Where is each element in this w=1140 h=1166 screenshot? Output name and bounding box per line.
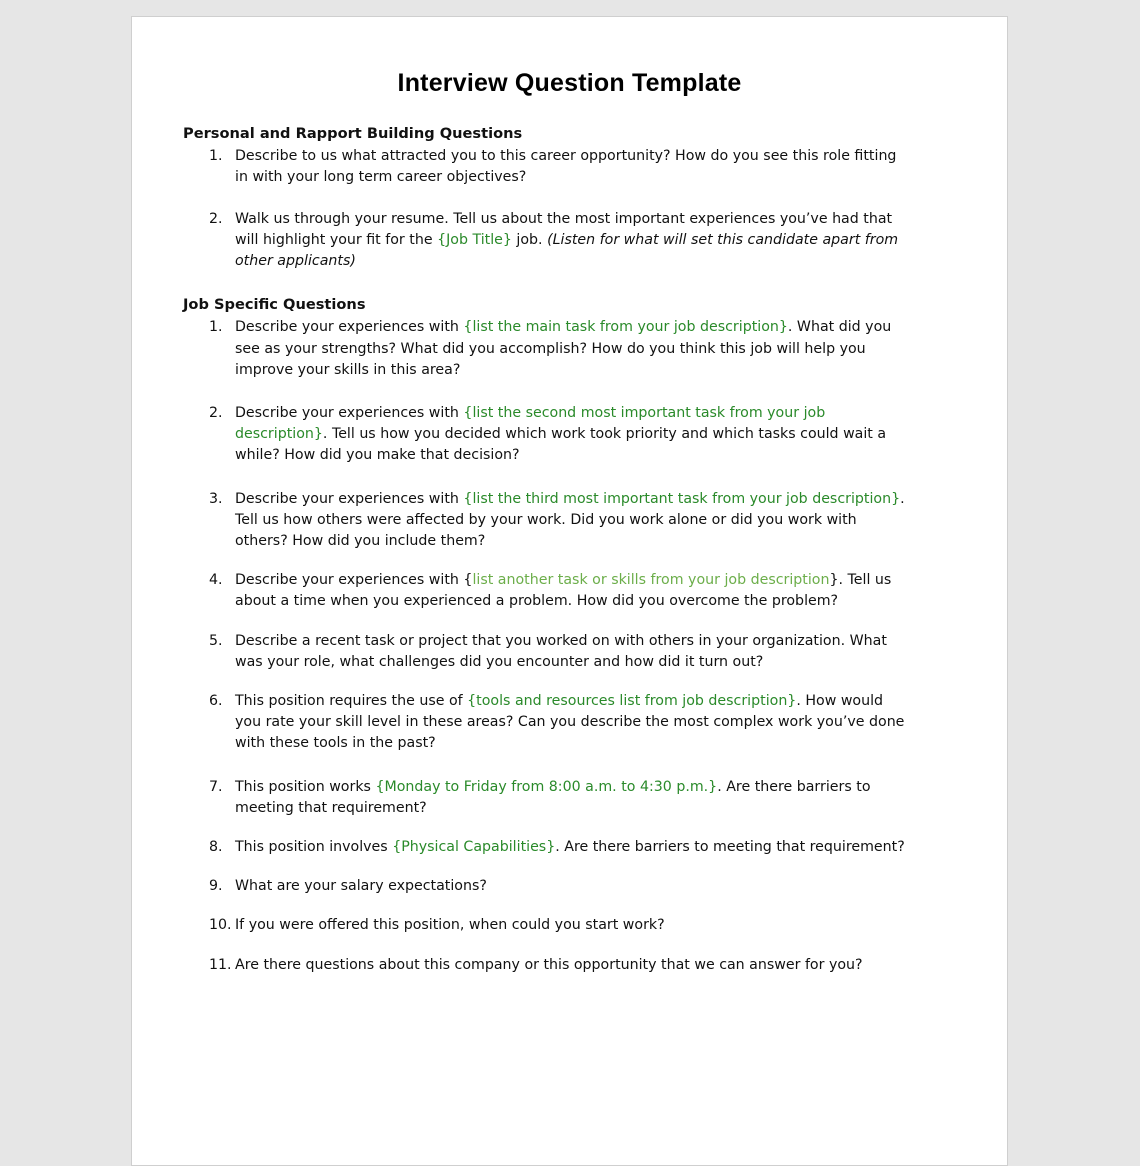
- question-item: [209, 317, 913, 381]
- question-text: [235, 955, 913, 976]
- body-text: Describe your experiences with {: [235, 572, 473, 589]
- question-item: [209, 837, 913, 858]
- question-number: 6.: [209, 693, 223, 710]
- question-number: 8.: [209, 839, 223, 856]
- section-heading: Personal and Rapport Building Questions: [183, 125, 523, 142]
- body-text: Describe your experiences with: [235, 405, 464, 422]
- question-number: 4.: [209, 572, 223, 589]
- question-item: [209, 955, 913, 976]
- question-number: 1.: [209, 148, 223, 165]
- question-number: 3.: [209, 490, 223, 507]
- placeholder-text: {Monday to Friday from 8:00 a.m. to 4:30 p.m.}: [375, 778, 718, 795]
- question-item: [209, 777, 913, 819]
- body-text: Are there questions about this company or this opportunity that we can answer for you?: [235, 956, 863, 973]
- placeholder-text: list another task or skills from your job description: [472, 572, 830, 589]
- placeholder-text: {tools and resources list from job description}: [467, 693, 797, 710]
- question-list: [183, 146, 913, 272]
- body-text: If you were offered this position, when could you start work?: [235, 917, 665, 934]
- body-text: job.: [511, 231, 548, 248]
- placeholder-text: {list the main task from your job description}: [463, 319, 788, 336]
- question-text: [235, 317, 913, 381]
- question-text: [235, 876, 913, 897]
- document-title: Interview Question Template: [397, 69, 742, 97]
- question-text: [235, 209, 913, 273]
- question-text: [235, 691, 913, 755]
- document-page: [131, 16, 1008, 1166]
- question-item: [209, 691, 913, 755]
- question-text: [235, 403, 913, 467]
- body-text: Describe your experiences with: [235, 319, 464, 336]
- section-heading: Job Specific Questions: [183, 296, 366, 314]
- body-text: . Tell us how you decided which work took priority and which tasks could wait a while? How did you make that decision?: [235, 426, 887, 464]
- body-text: Describe a recent task or project that you worked on with others in your organization. What was your role, what challenges did you encounter and how did it turn out?: [235, 632, 887, 670]
- question-item: [209, 876, 913, 897]
- placeholder-text: {Job Title}: [437, 231, 512, 248]
- question-text: [235, 146, 913, 188]
- body-text: Describe your experiences with: [235, 490, 464, 507]
- question-item: [209, 146, 913, 188]
- body-text: Describe to us what attracted you to this career opportunity? How do you see this role fitting in with your long term career objectives?: [235, 148, 897, 186]
- question-list: [183, 317, 913, 975]
- placeholder-text: {list the third most important task from your job description}: [463, 490, 901, 507]
- body-text: . Tell us how others were affected by your work. Did you work alone or did you work with others? How did you include them?: [235, 490, 905, 550]
- question-number: 11.: [209, 956, 232, 973]
- document-body: [183, 123, 913, 976]
- question-text: [235, 915, 913, 936]
- question-text: [235, 777, 913, 819]
- question-number: 10.: [209, 917, 232, 934]
- question-item: [209, 915, 913, 936]
- body-text: This position involves: [235, 839, 393, 856]
- body-text: . Are there barriers to meeting that requirement?: [235, 778, 871, 816]
- question-number: 9.: [209, 878, 223, 895]
- question-item: [209, 209, 913, 273]
- question-number: 2.: [209, 210, 223, 227]
- question-text: [235, 631, 913, 673]
- body-text: What are your salary expectations?: [235, 878, 487, 895]
- body-text: . What did you see as your strengths? What did you accomplish? How do you think this job will help you improve your skills in this area?: [235, 319, 892, 378]
- placeholder-text: {Physical Capabilities}: [392, 839, 556, 856]
- body-text: This position requires the use of: [235, 693, 468, 710]
- body-text: This position works: [235, 778, 376, 795]
- question-number: 5.: [209, 632, 223, 649]
- italic-note: (Listen for what will set this candidate apart from other applicants): [235, 231, 899, 270]
- body-text: . Are there barriers to meeting that requirement?: [555, 839, 905, 856]
- question-text: [235, 570, 913, 612]
- question-item: [209, 631, 913, 673]
- body-text: . How would you rate your skill level in these areas? Can you describe the most complex work you’ve done with these tools in the past?: [235, 693, 905, 752]
- question-number: 1.: [209, 319, 223, 336]
- question-number: 7.: [209, 778, 223, 795]
- question-text: [235, 837, 913, 858]
- question-item: [209, 489, 913, 553]
- question-text: [235, 489, 913, 553]
- placeholder-text: {list the second most important task from your job description}: [235, 405, 826, 443]
- body-text: }. Tell us about a time when you experienced a problem. How did you overcome the problem?: [235, 572, 892, 610]
- body-text: Walk us through your resume. Tell us about the most important experiences you’ve had that will highlight your fit for the: [235, 210, 893, 248]
- question-item: [209, 570, 913, 612]
- question-item: [209, 403, 913, 467]
- question-number: 2.: [209, 405, 223, 422]
